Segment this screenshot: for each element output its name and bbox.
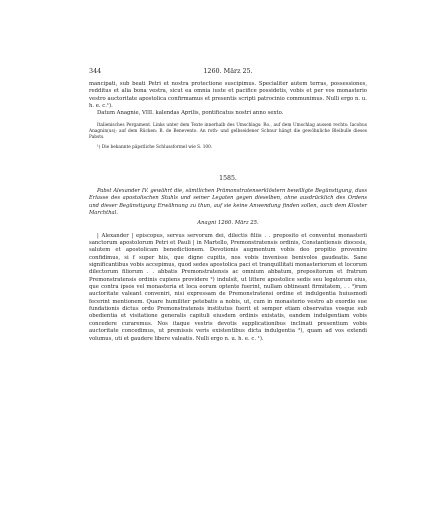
text-column xyxy=(89,66,367,343)
document-place-date: Anagni 1260. März 25. xyxy=(197,220,259,227)
page-number: 344 xyxy=(89,67,102,75)
running-head xyxy=(89,66,367,76)
document-regest: Pabst Alexander IV. gewährt die, sämtlichen Prämonstratenserklöstern bewilligte Begünstigung, dass Erlasse des apostolischen Stuhls und seiner Legaten gegen dieselben, ohne ausdrücklich des Ordens und dieser Begünstigung Erwähnung zu thun, auf sie keine Anwendung finden sollen, auch dem Kloster Marchthal. xyxy=(89,188,367,216)
document-number: 1585. xyxy=(219,175,237,182)
document-body-text: | Alexander | episcopus, servus servorum dei, dilectis filiis . . preposito et conventui monasterii sanctorum apostolorum Petri et Pauli | in Martello, Premonstratensis ordinis, Constantiensis diocesis, salutem et apostolicam benedictionem. Devotionis augmentum vobis deo propitio provenire confidimus, si f super hiis, que digne cupitis, nos vobis invenisse benivolos gaudeatis. Sane significantibus vobis accepimus, quod sedes apostolica paci et tranquillitati monasteriorum et locorum dilectorum filiorum . . abbatis Premonstratensis ac omnium abbatum, prepositorum et fratrum Premonstratensis ordinis cupiens providere ²) indulsit, ut littere apostolice sedis seu legatorum eius, que contra ipsos vel monasteria et loca eorum optente fuerint, nullam obtineant firmitatem, . . ³)rum auctoritate valeant conveniri, nisi expressam de Premonstratensi ordine et indulgentia huiusmodi fecerint mentionem. Quare humiliter petebatis a nobis, ut, cum in monasterio vestro ab exordio sue fundationis dictus ordo Premonstratensis institutus fuerit et semper etiam observatus vosque sub obedientia et visitatione generalis capituli eiusdem ordinis existatis, eandem indulgentiam vobis concedere curaremus. Nos itaque vestris devotis supplicationibus inclinati presentium vobis auctoritate concedimus, ut premissis veris existentibus dicta indulgentia ³), quam ad vos extendi volumus, uti et gaudere libere valeatis. Nulli ergo n. u. h. e. c. ¹). xyxy=(89,232,367,342)
footnote: ¹) Die bekannte päpstliche Schlussformel wie S. 100. xyxy=(97,145,213,150)
header-date: 1260. März 25. xyxy=(203,67,253,75)
source-note: Italienisches Pergament. Links unter dem Texte innerhalb des Umschlags: Ro., auf dem Umschlag aussen rechts: Iacobus Anagnin(us); auf dem Rücken: B. de Benevento. An roth- und gelbseidener Schnur hängt die gewöhnliche Bleibulle dieses Pabsts. xyxy=(89,122,367,140)
dating-line: Datum Anagnie, VIII. kalendas Aprilis, pontificatus nostri anno sexto. xyxy=(97,110,284,117)
continuation-paragraph: mancipati, sub beati Petri et nostra protectione suscipimus. Specialiter autem terras, possessiones, redditus et alia bona vestra, sicut ea omnia iuste et pacifice possidetis, vobis et per vos monasterio vestro auctoritate apostolica confirmamus et presentis scripti patrocinio communimus. Nulli ergo n. u. h. e. c.¹). xyxy=(89,81,367,110)
